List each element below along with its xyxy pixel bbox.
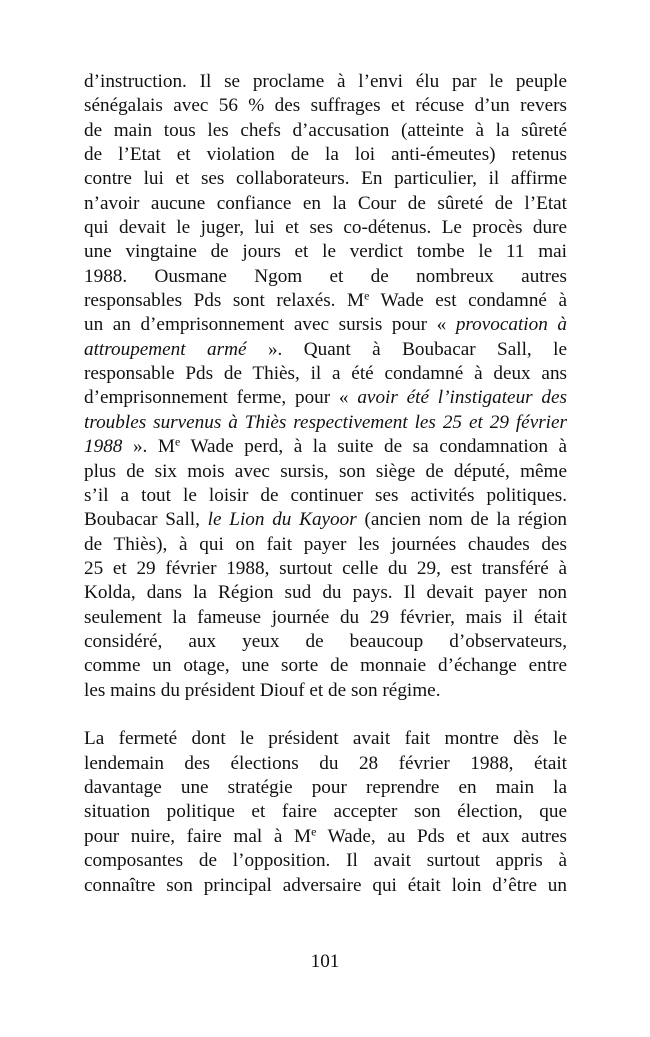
text-run: (ancien nom de la région [356, 509, 568, 531]
text-line [84, 411, 567, 435]
text-line [84, 386, 567, 410]
text-line: une vingtaine de jours et le verdict tombe le 11 mai [84, 241, 567, 263]
text-line: considéré, aux yeux de beaucoup d’observateurs, [84, 630, 567, 652]
italic-run: 1988 [84, 436, 123, 458]
text-line: les mains du président Diouf et de son régime. [84, 679, 441, 701]
text-line [84, 508, 567, 532]
text-line [84, 825, 567, 849]
text-line: davantage une stratégie pour reprendre en main la [84, 777, 567, 799]
italic-run: avoir été l’instigateur des [357, 387, 568, 409]
text-line [84, 338, 567, 362]
superscript: e [174, 434, 181, 449]
text-line: situation politique et faire accepter son élection, que [84, 801, 567, 823]
text-run: responsables Pds sont relaxés. M [84, 290, 365, 312]
text-line [84, 435, 567, 459]
text-line [84, 313, 567, 337]
paragraph [84, 727, 567, 897]
text-line: connaître son principal adversaire qui était loin d’être un [84, 874, 567, 896]
text-line: sénégalais avec 56 % des suffrages et récuse d’un revers [84, 95, 567, 117]
italic-run: provocation à [455, 314, 567, 336]
text-run: Boubacar Sall, [84, 509, 208, 531]
superscript: e [364, 288, 370, 303]
text-line: de l’Etat et violation de la loi anti-émeutes) retenus [84, 144, 567, 166]
text-line: 1988. Ousmane Ngom et de nombreux autres [84, 265, 567, 287]
text-line: seulement la fameuse journée du 29 février, mais il était [84, 606, 567, 628]
text-line: plus de six mois avec sursis, son siège de député, même [84, 460, 567, 482]
text-line: 25 et 29 février 1988, surtout celle du 29, est transféré à [84, 557, 567, 579]
page-body [84, 70, 567, 898]
text-run: ». Quant à Boubacar Sall, le [246, 338, 568, 360]
italic-run: attroupement armé [84, 338, 247, 360]
text-run: pour nuire, faire mal à M [84, 825, 312, 847]
text-run: Wade est condamné à [369, 290, 567, 312]
text-line: de Thiès), à qui on fait payer les journées chaudes des [84, 533, 567, 555]
text-line: lendemain des élections du 28 février 1988, était [84, 752, 567, 774]
page-number: 101 [310, 951, 340, 972]
text-line: n’avoir aucune confiance en la Cour de sûreté de l’Etat [84, 192, 567, 214]
italic-run: troubles survenus à Thiès respectivement les 25 et 29 février [84, 411, 567, 433]
text-line [84, 289, 567, 313]
text-line: composantes de l’opposition. Il avait surtout appris à [84, 850, 567, 872]
text-line: comme un otage, une sorte de monnaie d’échange entre [84, 655, 567, 677]
text-line: La fermeté dont le président avait fait montre dès le [84, 728, 567, 750]
superscript: e [311, 824, 317, 839]
text-run: un an d’emprisonnement avec sursis pour « [84, 314, 456, 336]
text-run: ». M [122, 436, 175, 458]
text-run: d’emprisonnement ferme, pour « [84, 387, 358, 409]
text-run: Wade perd, à la suite de sa condamnation à [180, 436, 568, 458]
text-line: responsable Pds de Thiès, il a été condamné à deux ans [84, 363, 567, 385]
text-line: d’instruction. Il se proclame à l’envi élu par le peuple [84, 71, 567, 92]
text-line: de main tous les chefs d’accusation (atteinte à la sûreté [84, 119, 567, 141]
italic-run: le Lion du Kayoor [207, 509, 357, 531]
text-line: s’il a tout le loisir de continuer ses activités politiques. [84, 484, 567, 506]
text-line: contre lui et ses collaborateurs. En particulier, il affirme [84, 168, 567, 190]
text-line: qui devait le juger, lui et ses co-détenus. Le procès dure [84, 217, 567, 239]
text-run: Wade, au Pds et aux autres [316, 825, 568, 847]
paragraph [84, 70, 567, 703]
text-line: Kolda, dans la Région sud du pays. Il devait payer non [84, 582, 567, 604]
